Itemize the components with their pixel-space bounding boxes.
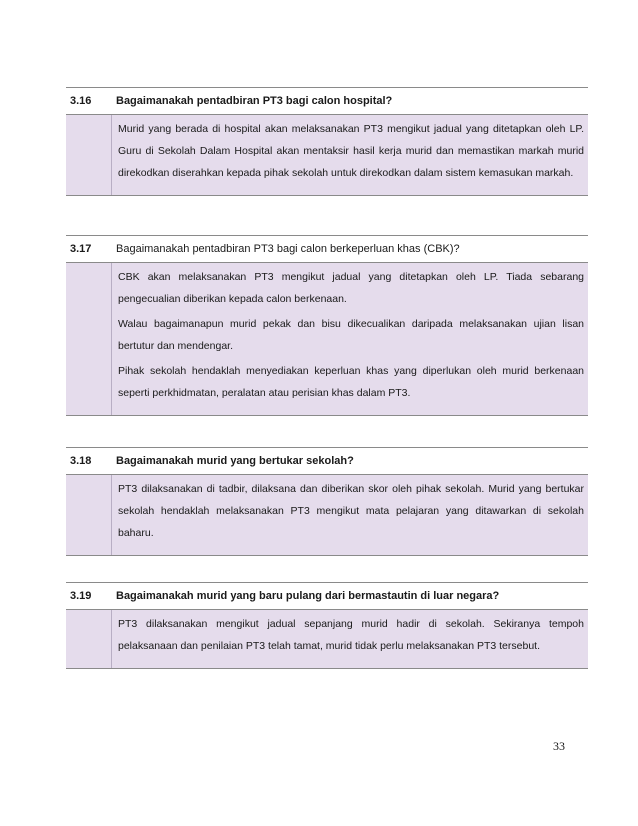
answer-paragraph: PT3 dilaksanakan mengikut jadual sepanjang murid hadir di sekolah. Sekiranya tempoh pelaksanaan dan penilaian PT3 telah tamat, murid tidak perlu melaksanakan PT3 tersebut. bbox=[118, 618, 584, 652]
question-text: Bagaimanakah murid yang baru pulang dari bermastautin di luar negara? bbox=[116, 590, 500, 602]
answer-row bbox=[66, 610, 588, 669]
answer-paragraph: Walau bagaimanapun murid pekak dan bisu dikecualikan daripada melaksanakan ujian lisan bertutur dan mendengar. bbox=[118, 318, 584, 352]
question-text: Bagaimanakah murid yang bertukar sekolah? bbox=[116, 455, 354, 467]
answer-body bbox=[112, 610, 588, 668]
answer-body bbox=[112, 475, 588, 555]
question-number: 3.19 bbox=[70, 590, 92, 602]
qa-section-3-18 bbox=[66, 447, 588, 556]
answer-paragraph: Murid yang berada di hospital akan melaksanakan PT3 mengikut jadual yang ditetapkan oleh LP. Guru di Sekolah Dalam Hospital akan mentaksir hasil kerja murid dan memastikan markah murid direkodkan diserahkan kepada pihak sekolah untuk direkodkan dalam sistem kemasukan markah. bbox=[118, 123, 584, 179]
page-number: 33 bbox=[553, 739, 565, 753]
answer-paragraph: Pihak sekolah hendaklah menyediakan keperluan khas yang diperlukan oleh murid berkenaan seperti perkhidmatan, peralatan atau perisian khas dalam PT3. bbox=[118, 365, 584, 399]
qa-section-3-17 bbox=[66, 235, 588, 416]
question-number: 3.17 bbox=[70, 243, 92, 255]
qa-section-3-16 bbox=[66, 87, 588, 196]
answer-number-cell bbox=[66, 475, 112, 555]
answer-number-cell bbox=[66, 263, 112, 415]
answer-number-cell bbox=[66, 115, 112, 195]
answer-number-cell bbox=[66, 610, 112, 668]
question-row bbox=[66, 582, 588, 610]
question-text: Bagaimanakah pentadbiran PT3 bagi calon berkeperluan khas (CBK)? bbox=[116, 243, 460, 255]
answer-body bbox=[112, 115, 588, 195]
answer-paragraph: PT3 dilaksanakan di tadbir, dilaksana dan diberikan skor oleh pihak sekolah. Murid yang bertukar sekolah hendaklah melaksanakan PT3 mengikut mata pelajaran yang ditawarkan di sekolah baharu. bbox=[118, 483, 584, 539]
question-number: 3.16 bbox=[70, 95, 92, 107]
answer-row bbox=[66, 115, 588, 196]
question-number: 3.18 bbox=[70, 455, 92, 467]
answer-paragraph: CBK akan melaksanakan PT3 mengikut jadual yang ditetapkan oleh LP. Tiada sebarang pengecualian diberikan kepada calon berkenaan. bbox=[118, 271, 584, 305]
qa-section-3-19 bbox=[66, 582, 588, 669]
answer-row bbox=[66, 475, 588, 556]
answer-body bbox=[112, 263, 588, 415]
question-row bbox=[66, 235, 588, 263]
answer-row bbox=[66, 263, 588, 416]
question-text: Bagaimanakah pentadbiran PT3 bagi calon hospital? bbox=[116, 95, 393, 107]
question-row bbox=[66, 447, 588, 475]
question-row bbox=[66, 87, 588, 115]
